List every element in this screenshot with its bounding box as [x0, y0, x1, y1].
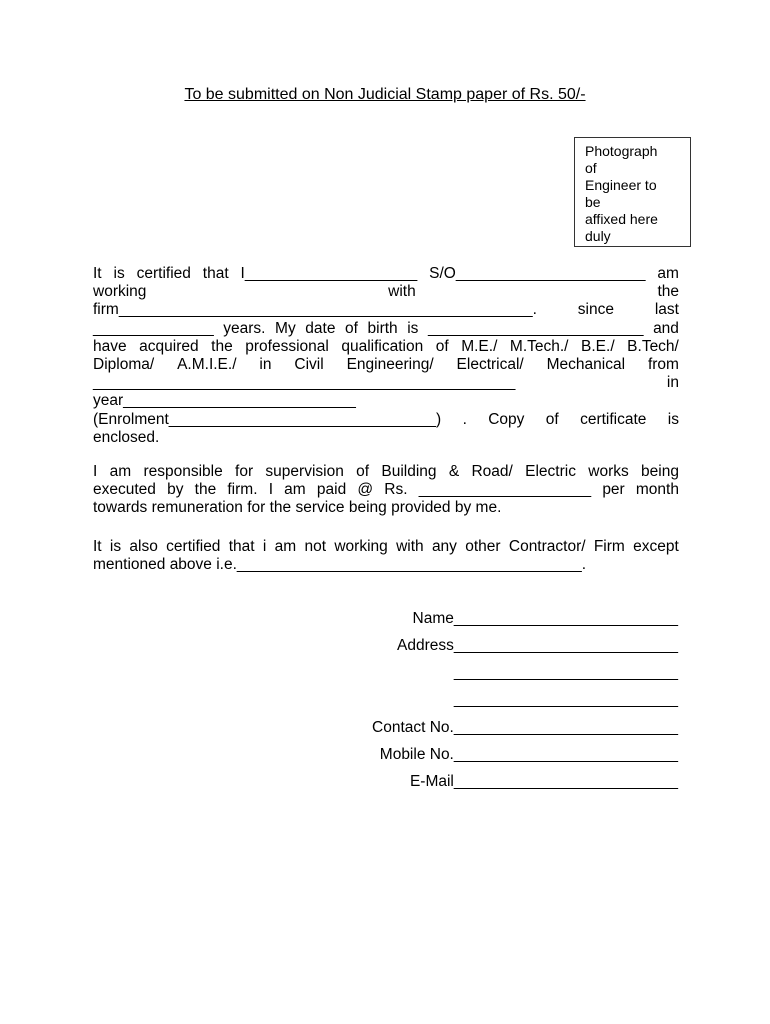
- word: supervision: [265, 463, 344, 480]
- word: i: [262, 538, 267, 555]
- word: am: [274, 538, 297, 555]
- paragraph-line: towards remuneration for the service being provided by me.: [93, 499, 502, 517]
- paragraph-line: [93, 283, 679, 301]
- word: executed: [93, 481, 156, 499]
- photo-box-line: be: [585, 194, 601, 210]
- word: I: [93, 463, 98, 480]
- firm-mentioned-blank: mentioned above i.e.________________________________________.: [93, 556, 587, 574]
- word: of: [545, 410, 559, 428]
- word: B.Tech/: [627, 337, 679, 355]
- word: by: [167, 481, 184, 499]
- word: Firm: [593, 538, 625, 555]
- word: since: [577, 301, 614, 319]
- word: of: [356, 463, 370, 480]
- word: Mechanical: [546, 356, 626, 374]
- word: acquired: [139, 337, 199, 355]
- word: the: [194, 481, 217, 499]
- word: Engineering/: [346, 356, 434, 374]
- paragraph-line: [93, 463, 679, 481]
- word: M.E./: [461, 337, 498, 355]
- photo-box-line: Engineer to: [585, 177, 657, 193]
- photo-box-line: affixed here: [585, 211, 658, 227]
- word: any: [431, 538, 457, 555]
- word: is: [407, 319, 419, 337]
- word: B.E./: [581, 337, 615, 355]
- word: the: [211, 337, 233, 355]
- enrolment-blank: (Enrolment_______________________________): [93, 410, 442, 428]
- word: with: [388, 283, 416, 301]
- email-field: E-Mail__________________________: [409, 773, 678, 790]
- word: the: [657, 283, 679, 301]
- name-field: Name__________________________: [412, 610, 678, 627]
- paragraph-line: [93, 338, 679, 356]
- address-line-blank: __________________________: [453, 664, 678, 681]
- word: other: [465, 538, 501, 555]
- word: Rs.: [384, 481, 408, 499]
- word: I: [268, 481, 273, 499]
- firm-blank: firm________________________________________________.: [93, 301, 537, 319]
- name-blank: I____________________: [240, 265, 418, 282]
- word: of: [345, 319, 358, 337]
- word: is: [113, 265, 125, 282]
- word: birth: [367, 319, 398, 337]
- paragraph-line: [93, 481, 679, 499]
- word: @: [357, 481, 374, 499]
- word: firm.: [227, 481, 258, 499]
- address-line-blank: __________________________: [453, 691, 678, 708]
- mobile-no-field: Mobile No.__________________________: [379, 746, 678, 763]
- word: that: [228, 538, 255, 555]
- not-working-paragraph: [93, 538, 679, 574]
- address-field: Address__________________________: [397, 637, 678, 654]
- institution-blank: _________________________________________________: [93, 374, 516, 392]
- paragraph-line: [93, 538, 679, 556]
- word: am: [109, 463, 132, 480]
- dob-blank: _________________________: [427, 319, 644, 337]
- word: with: [396, 538, 424, 555]
- word: professional: [245, 337, 329, 355]
- paragraph-line: [93, 320, 679, 338]
- word: Electrical/: [456, 356, 524, 374]
- word: Civil: [294, 356, 324, 374]
- word: Road/: [471, 463, 513, 480]
- word: that: [202, 265, 229, 282]
- contact-no-field: Contact No.__________________________: [372, 719, 678, 736]
- word: have: [93, 337, 127, 355]
- word: M.Tech./: [509, 337, 569, 355]
- remuneration-blank: ____________________: [418, 481, 592, 499]
- word: certificate: [580, 410, 647, 428]
- word: am: [657, 265, 679, 282]
- word: works: [588, 463, 629, 480]
- word: It: [93, 538, 102, 555]
- word: certified: [136, 265, 191, 282]
- paragraph-line: [93, 374, 679, 392]
- year-blank: year___________________________: [93, 392, 356, 410]
- word: Building: [381, 463, 437, 480]
- paragraph-line: [93, 356, 679, 374]
- word: last: [654, 301, 679, 319]
- word: in: [666, 374, 679, 392]
- word: and: [653, 319, 679, 337]
- paragraph-line: [93, 411, 679, 429]
- word: Diploma/: [93, 356, 155, 374]
- word: Electric: [525, 463, 576, 480]
- word: &: [448, 463, 460, 480]
- photo-box-line: of: [585, 160, 597, 176]
- word: It: [93, 265, 102, 282]
- word: A.M.I.E./: [177, 356, 237, 374]
- father-name-blank: S/O______________________: [429, 265, 646, 282]
- word: qualification: [341, 337, 424, 355]
- word: is: [109, 538, 122, 555]
- photo-box-line: duly: [585, 228, 611, 244]
- word: month: [635, 481, 679, 499]
- word: My: [275, 319, 296, 337]
- photo-box-line: Photograph: [585, 143, 658, 159]
- word: years.: [223, 319, 266, 337]
- word: not: [304, 538, 327, 555]
- word: for: [235, 463, 254, 480]
- word: being: [641, 463, 679, 480]
- years-blank: ______________: [93, 319, 214, 337]
- word: from: [647, 356, 679, 374]
- word: is: [667, 410, 679, 428]
- word: in: [259, 356, 272, 374]
- page-title: To be submitted on Non Judicial Stamp paper of Rs. 50/-: [184, 86, 586, 103]
- word: Contractor/: [508, 538, 586, 555]
- word: certified: [166, 538, 221, 555]
- word: responsible: [143, 463, 223, 480]
- responsibility-paragraph: [93, 463, 679, 518]
- word: working: [334, 538, 388, 555]
- word: per: [602, 481, 625, 499]
- word: except: [633, 538, 679, 555]
- word: Copy: [488, 410, 525, 428]
- paragraph-line: enclosed.: [93, 428, 160, 446]
- photo-placeholder-box: [574, 137, 691, 247]
- word: am: [284, 481, 306, 499]
- word: working: [93, 283, 147, 301]
- certification-paragraph: [93, 265, 679, 447]
- word: date: [305, 319, 336, 337]
- word: paid: [316, 481, 347, 499]
- word: of: [435, 337, 449, 355]
- paragraph-line: [93, 301, 679, 319]
- paragraph-line: [93, 265, 679, 283]
- word: also: [129, 538, 158, 555]
- word: .: [462, 410, 467, 428]
